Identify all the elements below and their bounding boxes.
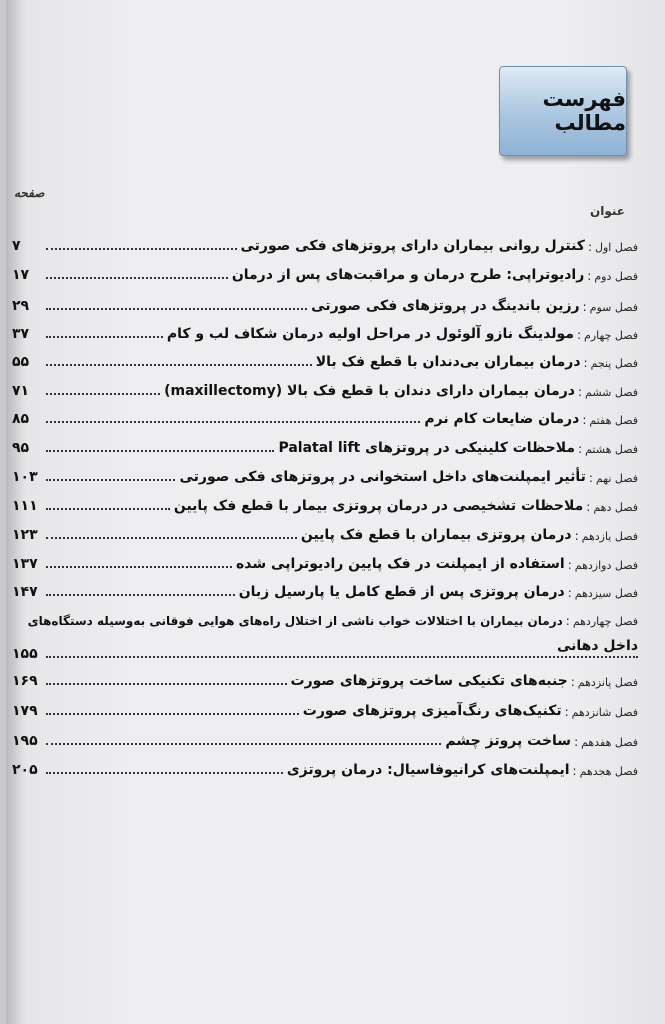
leader-dots <box>46 478 175 481</box>
chapter-title: ملاحظات کلینیکی در پروتزهای Palatal lift <box>278 440 576 456</box>
chapter-label: فصل هفتم <box>589 414 638 427</box>
chapter-title: تکنیک‌های رنگ‌آمیزی پروتزهای صورت <box>302 703 562 719</box>
page-number: ۱۴۷ <box>12 584 38 600</box>
chapter-title: درمان بیماران بی‌دندان با قطع فک بالا <box>315 354 581 370</box>
chapter-label: فصل پانزدهم <box>577 676 638 689</box>
chapter-title: درمان بیماران با اختلالات خواب ناشی از اختلال راه‌های هوایی فوقانی به‌وسیله دستگاه‌های <box>27 614 563 628</box>
leader-dots <box>46 771 283 774</box>
page-number: ۱۱۱ <box>12 498 38 514</box>
leader-dots <box>46 682 287 685</box>
page-number: ۲۰۵ <box>12 762 38 778</box>
chapter-label: فصل چهاردهم <box>572 615 638 628</box>
chapter-label: فصل شانزدهم <box>571 706 638 719</box>
chapter-title: تأثیر ایمپلنت‌های داخل استخوانی در پروتزهای فکی صورتی <box>179 469 586 485</box>
page-number: ۳۷ <box>12 326 30 342</box>
toc-entry: فصل شانزدهم : تکنیک‌های رنگ‌آمیزی پروتزهای صورت ۱۷۹ <box>12 703 638 719</box>
toc-entry: فصل دوم : رادیوتراپی: طرح درمان و مراقبت‌های پس از درمان ۱۷ <box>12 267 638 283</box>
leader-dots <box>46 247 237 250</box>
toc-entry: فصل هفدهم : ساخت پروتز چشم ۱۹۵ <box>12 733 638 749</box>
chapter-label: فصل هجدهم <box>579 765 638 778</box>
chapter-title: درمان ضایعات کام نرم <box>424 411 580 427</box>
page-number: ۷۱ <box>12 383 30 399</box>
leader-dots <box>46 307 307 310</box>
page-number: ۱۵۵ <box>12 646 38 662</box>
page-number: ۱۲۳ <box>12 527 38 543</box>
chapter-label: فصل هشتم <box>585 443 638 456</box>
leader-dots <box>46 655 638 658</box>
toc-entry: فصل پانزدهم : جنبه‌های تکنیکی ساخت پروتزهای صورت ۱۶۹ <box>12 673 638 689</box>
leader-dots <box>46 392 160 395</box>
page-number: ۱۷ <box>12 267 30 283</box>
chapter-title: ملاحظات تشخیصی در درمان پروتزی بیمار با قطع فک پایین <box>173 498 584 514</box>
column-header-page: صفحه <box>14 186 45 200</box>
page-number: ۱۶۹ <box>12 673 38 689</box>
toc-entry: فصل هشتم : ملاحظات کلینیکی در پروتزهای Palatal lift ۹۵ <box>12 440 638 456</box>
chapter-label: فصل نهم <box>595 472 638 485</box>
toc-entry: فصل اول : کنترل روانی بیماران دارای پروتزهای فکی صورتی ۷ <box>12 238 638 254</box>
chapter-title: درمان بیماران دارای دندان با قطع فک بالا (maxillectomy) <box>164 383 575 399</box>
chapter-label: فصل دوازدهم <box>574 559 638 572</box>
toc-entry: فصل هجدهم : ایمپلنت‌های کرانیوفاسیال: درمان پروتزی ۲۰۵ <box>12 762 638 778</box>
toc-entry: فصل نهم : تأثیر ایمپلنت‌های داخل استخوانی در پروتزهای فکی صورتی ۱۰۳ <box>12 469 638 485</box>
page-number: ۷ <box>12 238 21 254</box>
page-number: ۱۷۹ <box>12 703 38 719</box>
toc-entry-page-line <box>12 640 638 662</box>
chapter-label: فصل ششم <box>585 386 638 399</box>
chapter-title: جنبه‌های تکنیکی ساخت پروتزهای صورت <box>290 673 568 689</box>
toc-entry: فصل سیزدهم : درمان پروتزی پس از قطع کامل یا پارسیل زبان ۱۴۷ <box>12 584 638 600</box>
leader-dots <box>46 507 170 510</box>
leader-dots <box>46 712 299 715</box>
page-number: ۱۳۷ <box>12 556 38 572</box>
chapter-title: ایمپلنت‌های کرانیوفاسیال: درمان پروتزی <box>286 762 570 778</box>
page-number: ۵۵ <box>12 354 30 370</box>
chapter-label: فصل هفدهم <box>581 736 638 749</box>
leader-dots <box>46 565 232 568</box>
toc-title: فهرست مطالب <box>542 87 626 135</box>
page-number: ۸۵ <box>12 411 30 427</box>
chapter-title: رزین باندینگ در پروتزهای فکی صورتی <box>311 298 580 314</box>
chapter-title: درمان پروتزی پس از قطع کامل یا پارسیل زبان <box>238 584 565 600</box>
chapter-label: فصل سوم <box>589 301 638 314</box>
leader-dots <box>46 593 235 596</box>
chapter-title: ساخت پروتز چشم <box>445 733 572 749</box>
toc-entry: فصل سوم : رزین باندینگ در پروتزهای فکی صورتی ۲۹ <box>12 298 638 314</box>
chapter-title: رادیوتراپی: طرح درمان و مراقبت‌های پس از درمان <box>231 267 585 283</box>
leader-dots <box>46 536 297 539</box>
page-number: ۱۰۳ <box>12 469 38 485</box>
toc-entry: فصل پنجم : درمان بیماران بی‌دندان با قطع فک بالا ۵۵ <box>12 354 638 370</box>
page-number: ۹۵ <box>12 440 30 456</box>
toc-entry: فصل یازدهم : درمان پروتزی بیماران با قطع فک پایین ۱۲۳ <box>12 527 638 543</box>
chapter-label: فصل سیزدهم <box>574 587 638 600</box>
leader-dots <box>46 449 274 452</box>
leader-dots <box>46 420 420 423</box>
chapter-label: فصل دوم <box>594 270 638 283</box>
toc-entry: فصل چهاردهم : درمان بیماران با اختلالات خواب ناشی از اختلال راه‌های هوایی فوقانی به‌وسیله دستگاه‌های <box>27 614 638 628</box>
chapter-title: درمان پروتزی بیماران با قطع فک پایین <box>300 527 572 543</box>
toc-entry: فصل ششم : درمان بیماران دارای دندان با قطع فک بالا (maxillectomy) ۷۱ <box>12 383 638 399</box>
chapter-label: فصل چهارم <box>584 329 638 342</box>
chapter-label: فصل دهم <box>593 501 638 514</box>
toc-entry: فصل دوازدهم : استفاده از ایمپلنت در فک پایین رادیوتراپی شده ۱۳۷ <box>12 556 638 572</box>
chapter-title: مولدینگ نازو آلوئول در مراحل اولیه درمان شکاف لب و کام <box>166 326 574 342</box>
leader-dots <box>46 742 441 745</box>
chapter-title: کنترل روانی بیماران دارای پروتزهای فکی صورتی <box>240 238 585 254</box>
page-number: ۲۹ <box>12 298 30 314</box>
leader-dots <box>46 335 163 338</box>
toc-entry: فصل هفتم : درمان ضایعات کام نرم ۸۵ <box>12 411 638 427</box>
chapter-title: استفاده از ایمپلنت در فک پایین رادیوتراپی شده <box>236 556 565 572</box>
chapter-label: فصل یازدهم <box>581 530 638 543</box>
chapter-title-continuation: داخل دهانی <box>556 638 638 654</box>
column-header-title: عنوان <box>590 204 625 218</box>
page-number: ۱۹۵ <box>12 733 38 749</box>
toc-entry: فصل چهارم : مولدینگ نازو آلوئول در مراحل اولیه درمان شکاف لب و کام ۳۷ <box>12 326 638 342</box>
chapter-label: فصل اول <box>595 241 638 254</box>
leader-dots <box>46 276 228 279</box>
leader-dots <box>46 363 312 366</box>
toc-entry: فصل دهم : ملاحظات تشخیصی در درمان پروتزی بیمار با قطع فک پایین ۱۱۱ <box>12 498 638 514</box>
chapter-label: فصل پنجم <box>590 357 638 370</box>
